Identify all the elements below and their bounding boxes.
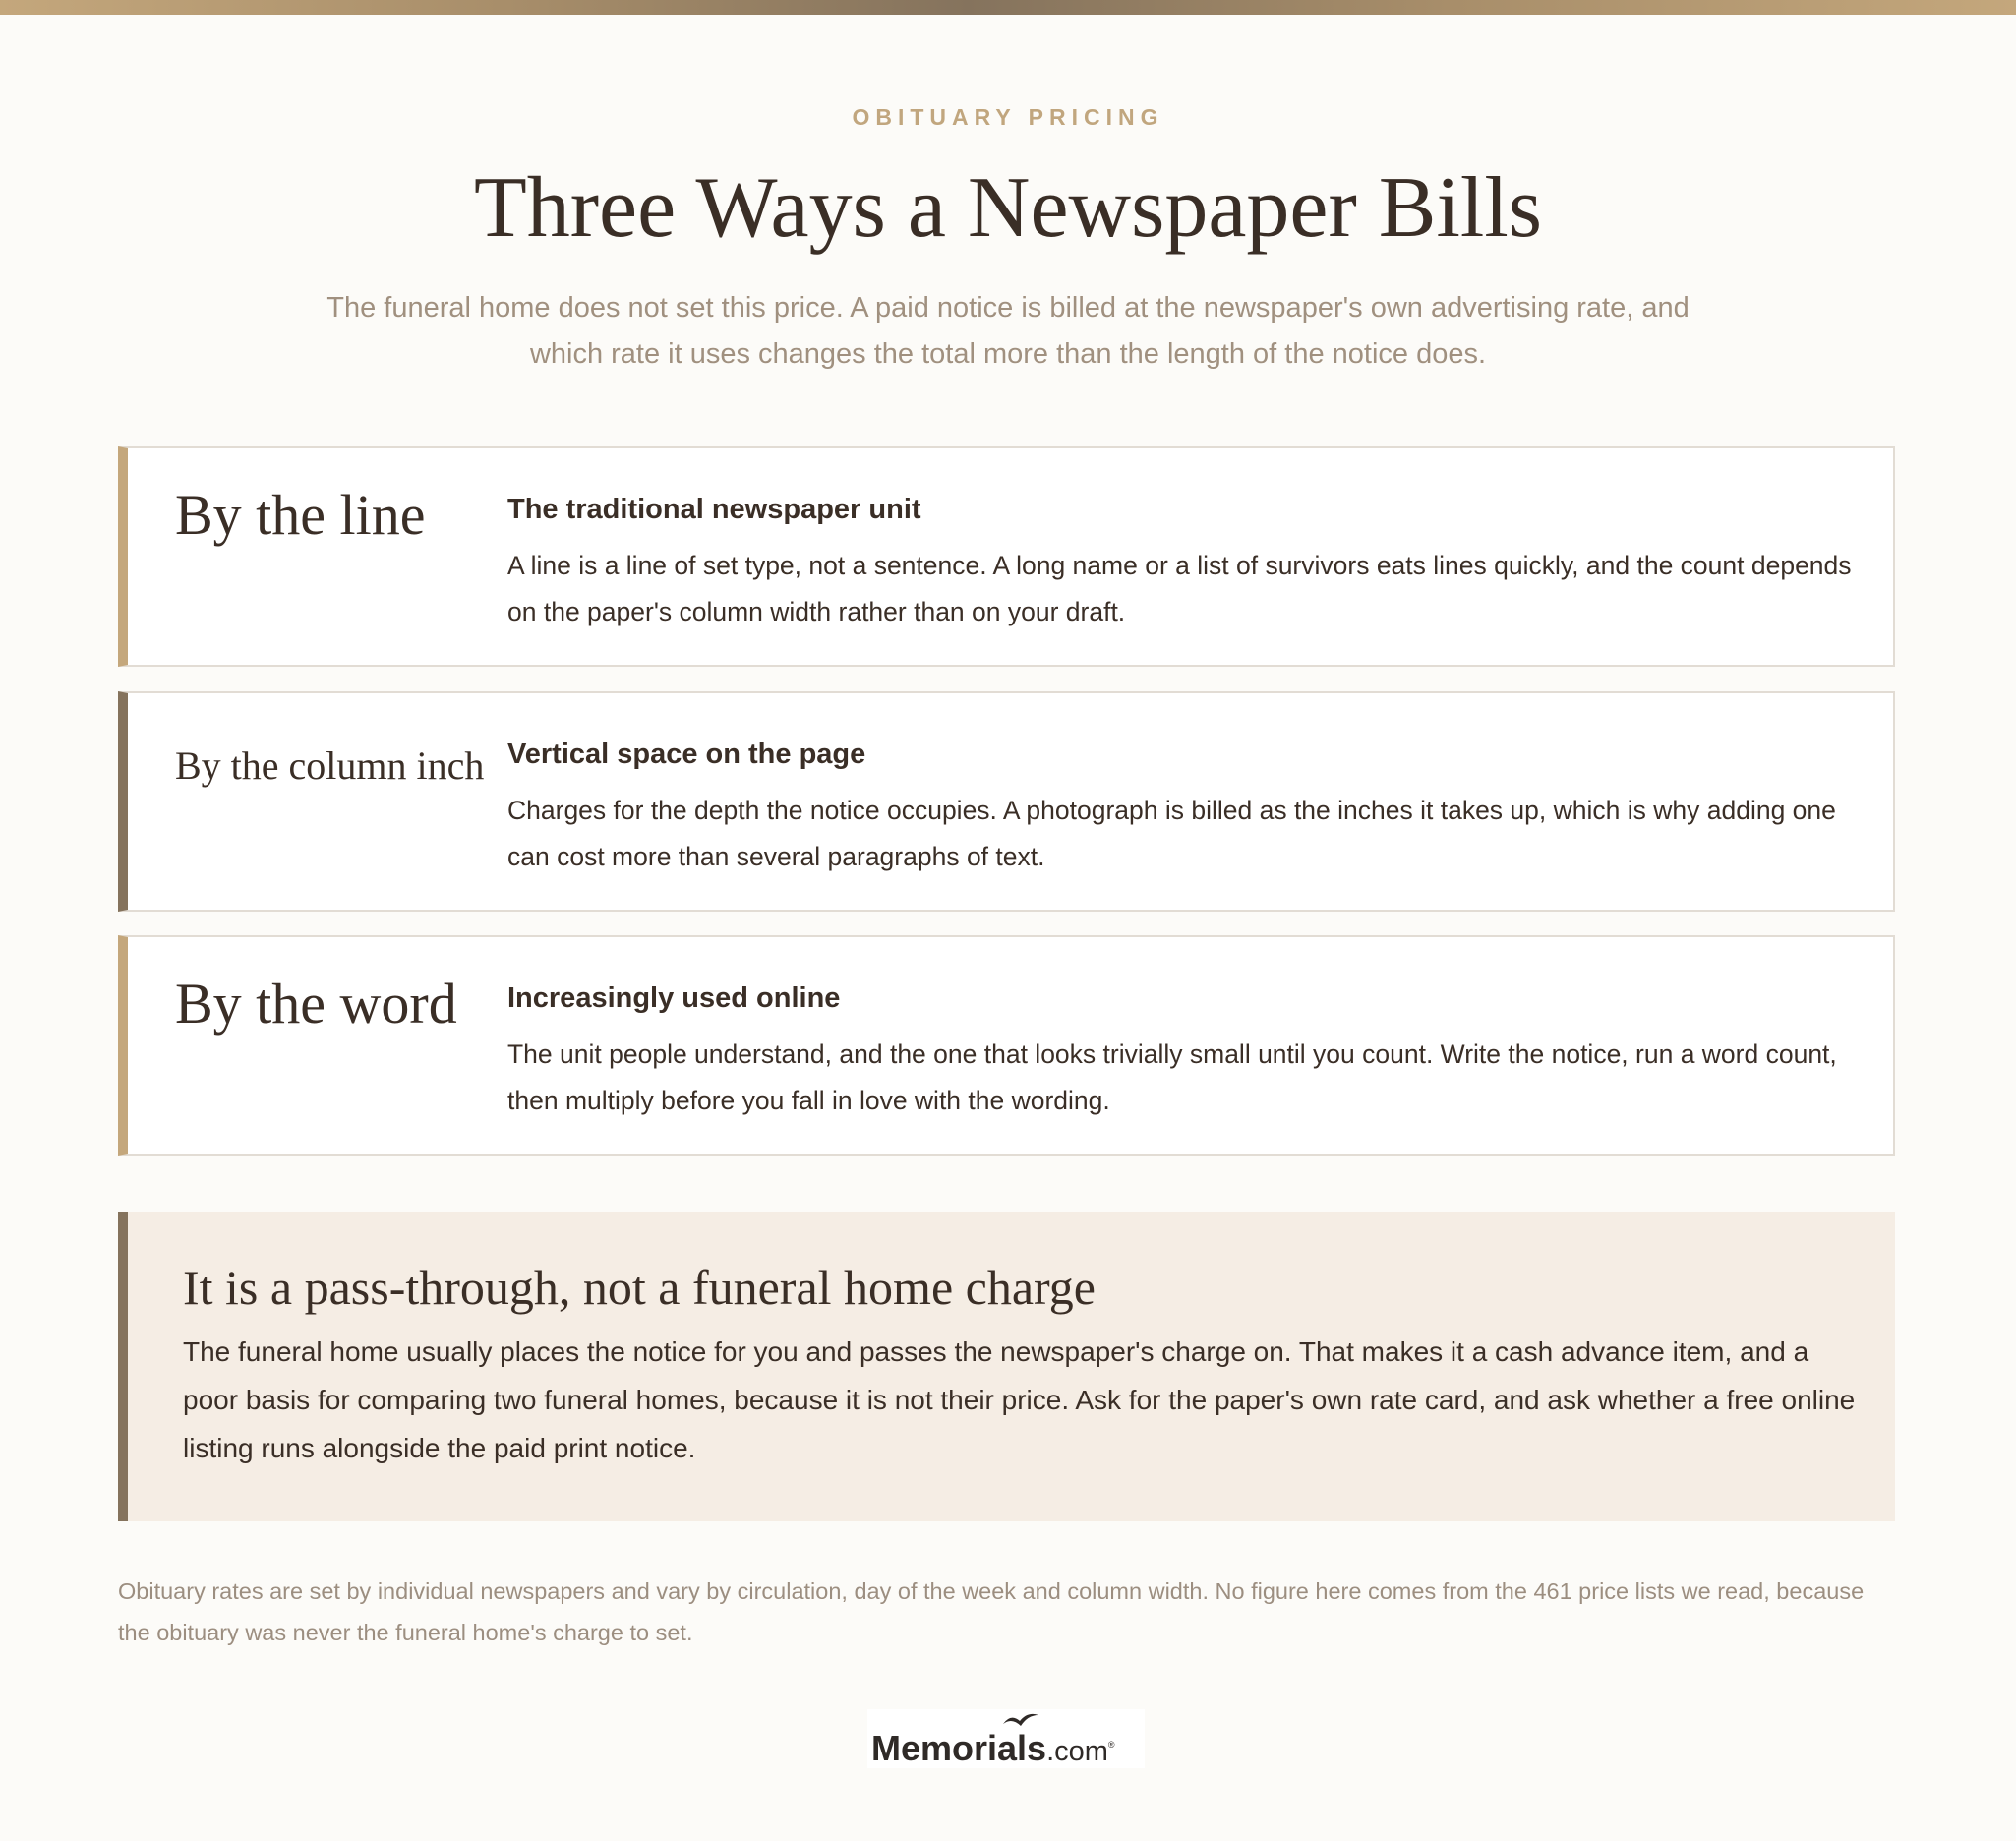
callout-text: The funeral home usually places the notice for you and passes the newspaper's charge on. That makes it a cash advance item, and a poor basis for comparing two funeral homes, because it is not their price. Ask for the paper's own rate card, and ask whether a free online listing runs alongside the paid print notice. xyxy=(183,1336,1856,1463)
method-heading: Increasingly used online xyxy=(507,982,841,1014)
eyebrow-label: OBITUARY PRICING xyxy=(852,104,1164,130)
method-heading: Vertical space on the page xyxy=(507,739,866,770)
method-card-word xyxy=(118,935,1895,1156)
footnote: Obituary rates are set by individual newspapers and vary by circulation, day of the week and column width. No figure here comes from the 461 price lists we read, because the obituary was never the funeral home's charge to set. xyxy=(118,1578,1865,1645)
logo-wordmark xyxy=(871,1723,1115,1773)
memorials-logo[interactable] xyxy=(867,1709,1145,1768)
method-card-line xyxy=(118,446,1895,667)
logo-tld: .com xyxy=(1046,1736,1108,1767)
method-label: By the word xyxy=(175,972,457,1036)
logo-registered-mark: ® xyxy=(1107,1740,1115,1750)
method-description: The unit people understand, and the one that looks trivially small until you count. Write the notice, run a word count, then multiply before you fall in love with the wording. xyxy=(507,1039,1837,1115)
pass-through-callout xyxy=(118,1212,1895,1521)
page-title: Three Ways a Newspaper Bills xyxy=(473,160,1543,256)
method-heading: The traditional newspaper unit xyxy=(507,494,921,525)
page-subtitle: The funeral home does not set this price. A paid notice is billed at the newspaper's own advertising rate, and which rate it uses changes the total more than the length of the notice does. xyxy=(326,292,1690,370)
logo-name: Memorials xyxy=(871,1728,1047,1768)
method-description: Charges for the depth the notice occupies. A photograph is billed as the inches it takes up, which is why adding one can cost more than several paragraphs of text. xyxy=(507,796,1836,871)
callout-title: It is a pass-through, not a funeral home charge xyxy=(183,1260,1096,1315)
method-label: By the line xyxy=(175,483,426,547)
top-accent-bar xyxy=(0,0,2016,15)
method-label: By the column inch xyxy=(175,743,485,788)
method-description: A line is a line of set type, not a sentence. A long name or a list of survivors eats lines quickly, and the count depends on the paper's column width rather than on your draft. xyxy=(507,551,1852,626)
method-card-column-inch xyxy=(118,691,1895,912)
